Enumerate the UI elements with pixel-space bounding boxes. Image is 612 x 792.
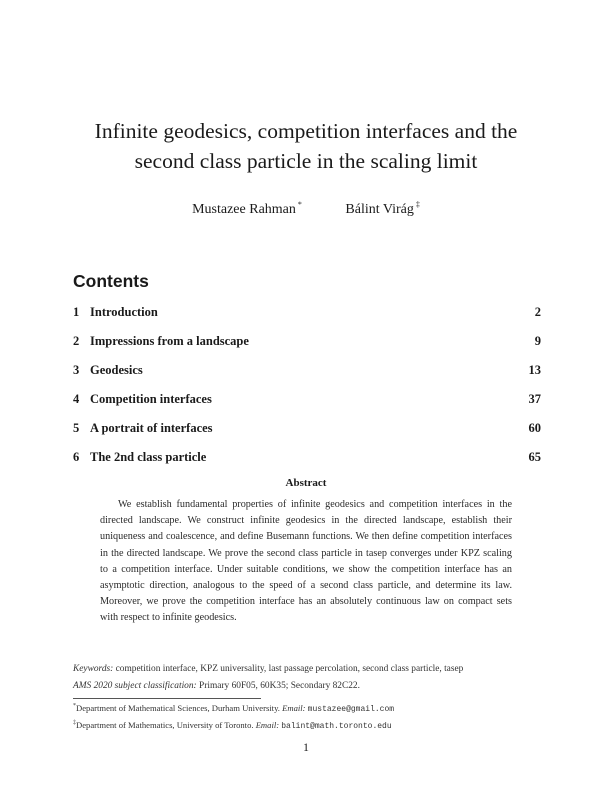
keywords-label: Keywords: — [73, 664, 114, 674]
footnote-2-email[interactable]: balint@math.toronto.edu — [281, 721, 392, 731]
toc-title: Introduction — [90, 305, 158, 319]
paper-title — [40, 116, 572, 176]
footnote-1-email[interactable]: mustazee@gmail.com — [307, 705, 395, 714]
toc-entry-introduction[interactable] — [73, 305, 541, 334]
footnote-2-email-label: Email: — [255, 719, 280, 730]
toc-title: A portrait of interfaces — [90, 421, 213, 435]
toc-entry-impressions[interactable] — [73, 334, 541, 363]
author-2 — [345, 202, 420, 217]
toc-number: 4 — [73, 392, 80, 406]
toc-title: The 2nd class particle — [90, 450, 207, 464]
toc-number: 2 — [73, 334, 80, 348]
toc-entry-geodesics[interactable] — [73, 363, 541, 392]
footnote-2 — [73, 717, 553, 734]
toc-entry-2nd-class-particle[interactable] — [73, 450, 541, 479]
toc-number: 5 — [73, 421, 80, 435]
page-number: 1 — [303, 740, 309, 754]
keywords-text: competition interface, KPZ universality, last passage percolation, second class particle, tasep — [115, 664, 464, 674]
contents-heading: Contents — [73, 271, 149, 291]
table-of-contents — [73, 305, 541, 479]
author-2-name: Bálint Virág — [345, 202, 414, 217]
footnote-1-mark: * — [73, 703, 76, 709]
author-2-mark: ‡ — [415, 200, 420, 209]
toc-page: 13 — [528, 363, 541, 377]
msc-label: AMS 2020 subject classification: — [73, 681, 197, 691]
toc-title: Impressions from a landscape — [90, 334, 249, 348]
title-line-2: second class particle in the scaling limit — [134, 149, 478, 173]
toc-number: 6 — [73, 450, 80, 464]
footnote-rule — [73, 698, 261, 699]
author-1-name: Mustazee Rahman — [192, 202, 296, 217]
msc-line — [73, 678, 553, 695]
toc-page: 9 — [534, 334, 541, 348]
keywords-block — [73, 661, 553, 695]
toc-title: Competition interfaces — [90, 392, 212, 406]
toc-page: 37 — [528, 392, 541, 406]
footnote-1-email-label: Email: — [282, 703, 306, 713]
abstract-text: We establish fundamental properties of infinite geodesics and competition interfaces in the directed landscape. We construct infinite geodesics in the directed landscape, establish their uniqueness and coalescence, and define Busemann functions. We then define competition interfaces in the directed landscape. We prove the second class particle in tasep converges under KPZ scaling to a competition interface. Under suitable conditions, we show the competition interface has an asymptotic direction, analogous to the speed of a second class particle, and determine its law. Moreover, we prove the competition interface has an absolutely continuous law on compact sets with respect to infinite geodesics. — [100, 499, 512, 624]
author-1 — [192, 202, 302, 217]
footnote-1-dept: Department of Mathematical Sciences, Durham University. — [76, 703, 280, 713]
title-line-1: Infinite geodesics, competition interfaces and the — [94, 119, 518, 143]
toc-entry-portrait[interactable] — [73, 421, 541, 450]
toc-entry-competition-interfaces[interactable] — [73, 392, 541, 421]
msc-text: Primary 60F05, 60K35; Secondary 82C22. — [199, 681, 360, 691]
keywords-line — [73, 661, 553, 678]
footnote-2-mark: ‡ — [73, 719, 76, 726]
toc-page: 60 — [528, 421, 541, 435]
footnotes — [73, 700, 553, 733]
toc-number: 1 — [73, 305, 80, 319]
toc-page: 2 — [534, 305, 541, 319]
abstract-heading: Abstract — [285, 477, 327, 489]
toc-page: 65 — [528, 450, 541, 464]
author-1-mark: * — [297, 200, 302, 209]
toc-title: Geodesics — [90, 363, 143, 377]
footnote-1 — [73, 700, 553, 717]
toc-number: 3 — [73, 363, 80, 377]
author-list — [0, 200, 612, 218]
footnote-2-dept: Department of Mathematics, University of Toronto. — [76, 719, 254, 730]
